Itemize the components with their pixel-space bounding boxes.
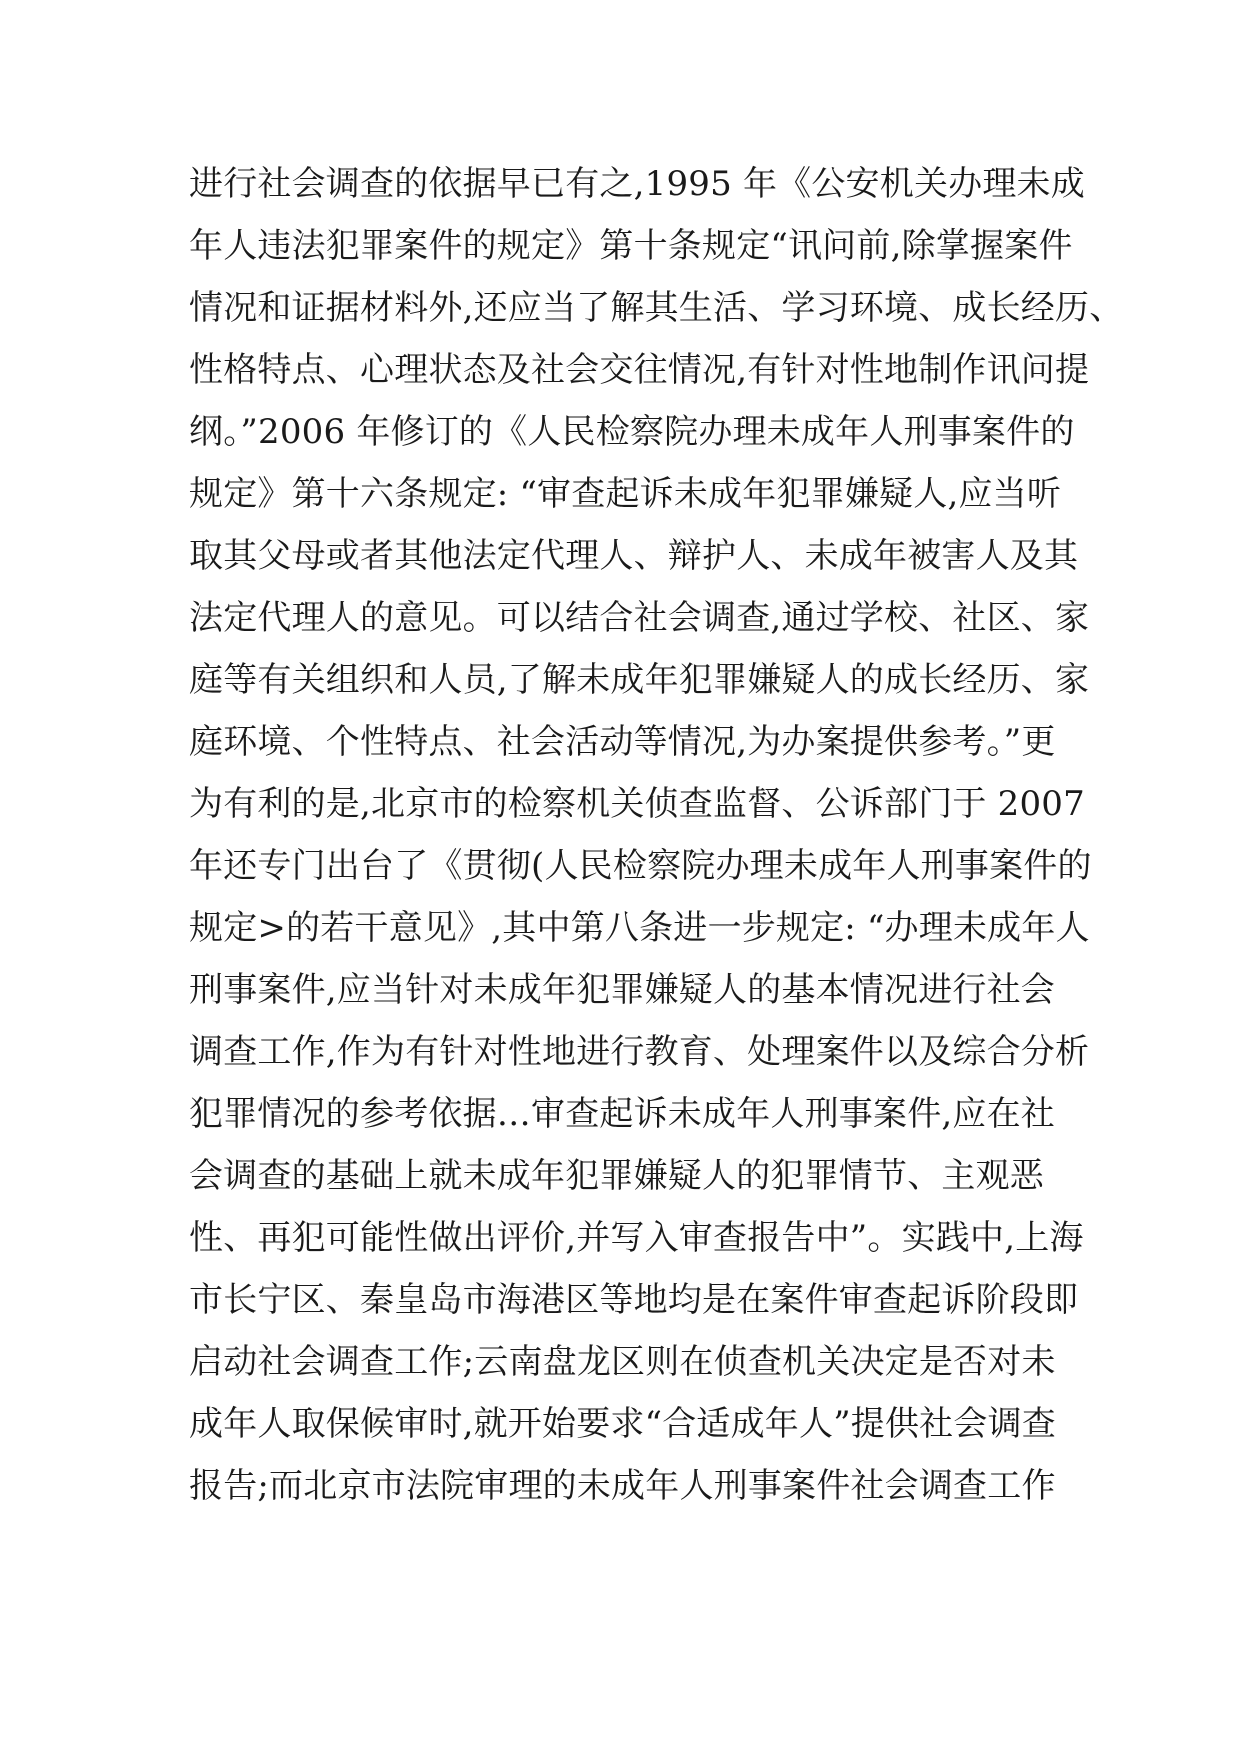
text-line: 调查工作,作为有针对性地进行教育、处理案件以及综合分析	[189, 1032, 1090, 1072]
text-line: 刑事案件,应当针对未成年犯罪嫌疑人的基本情况进行社会	[189, 970, 1056, 1010]
text-line: 取其父母或者其他法定代理人、辩护人、未成年被害人及其	[189, 536, 1079, 576]
body-paragraph	[189, 153, 1124, 1517]
text-line: 为有利的是,北京市的检察机关侦查监督、公诉部门于 2007	[189, 784, 1085, 824]
text-line: 规定>的若干意见》,其中第八条进一步规定: “办理未成年人	[189, 908, 1090, 948]
text-line: 规定》第十六条规定: “审查起诉未成年犯罪嫌疑人,应当听	[189, 474, 1062, 514]
text-line: 报告;而北京市法院审理的未成年人刑事案件社会调查工作	[189, 1466, 1056, 1506]
text-line: 启动社会调查工作;云南盘龙区则在侦查机关决定是否对未	[189, 1342, 1056, 1382]
text-line: 年人违法犯罪案件的规定》第十条规定“讯问前,除掌握案件	[189, 226, 1073, 266]
text-line: 纲。”2006 年修订的《人民检察院办理未成年人刑事案件的	[189, 412, 1075, 452]
text-line: 进行社会调查的依据早已有之,1995 年《公安机关办理未成	[189, 164, 1085, 204]
text-line: 性格特点、心理状态及社会交往情况,有针对性地制作讯问提	[189, 350, 1090, 390]
text-line: 庭等有关组织和人员,了解未成年犯罪嫌疑人的成长经历、家	[189, 660, 1090, 700]
text-line: 犯罪情况的参考依据…审查起诉未成年人刑事案件,应在社	[189, 1094, 1056, 1134]
text-line: 情况和证据材料外,还应当了解其生活、学习环境、成长经历、	[189, 288, 1124, 328]
text-line: 年还专门出台了《贯彻(人民检察院办理未成年人刑事案件的	[189, 846, 1092, 886]
text-line: 会调查的基础上就未成年犯罪嫌疑人的犯罪情节、主观恶	[189, 1156, 1044, 1196]
text-line: 成年人取保候审时,就开始要求“合适成年人”提供社会调查	[189, 1404, 1056, 1444]
text-line: 性、再犯可能性做出评价,并写入审查报告中”。实践中,上海	[189, 1218, 1084, 1258]
text-line: 市长宁区、秦皇岛市海港区等地均是在案件审查起诉阶段即	[189, 1280, 1079, 1320]
text-line: 法定代理人的意见。可以结合社会调查,通过学校、社区、家	[189, 598, 1090, 638]
text-line: 庭环境、个性特点、社会活动等情况,为办案提供参考。”更	[189, 722, 1056, 762]
